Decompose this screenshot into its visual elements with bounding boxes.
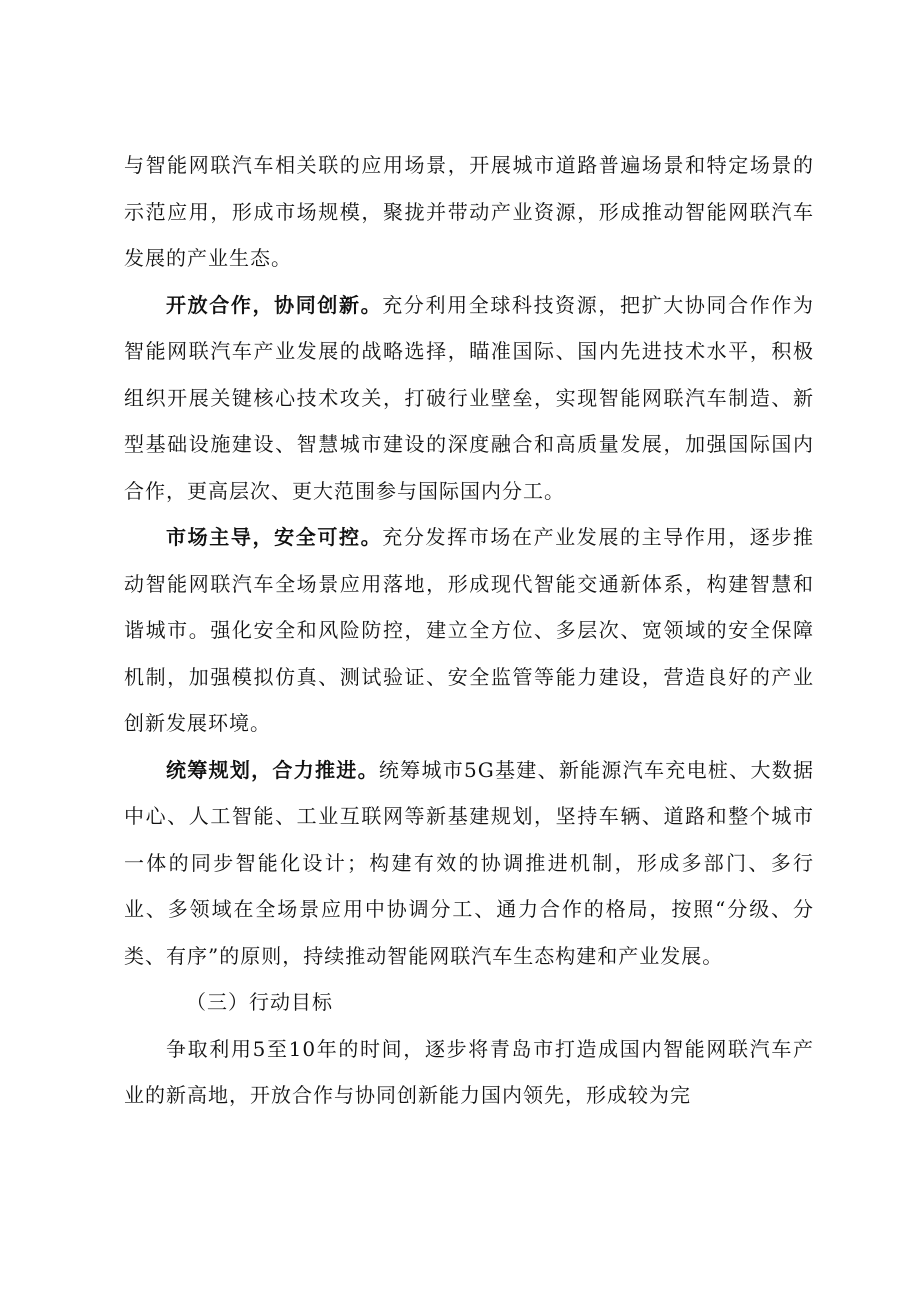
paragraph-open-cooperation-lead: 开放合作，协同创新。 [166, 292, 383, 317]
paragraph-intro [124, 142, 814, 282]
paragraph-overall-planning-lead: 统筹规划，合力推进。 [166, 757, 379, 782]
paragraph-goal [124, 1026, 814, 1119]
paragraph-open-cooperation [124, 282, 814, 515]
paragraph-market-led-lead: 市场主导，安全可控。 [166, 525, 383, 549]
paragraph-market-led [124, 514, 814, 747]
paragraph-overall-planning-text: 统筹城市5G基建、新能源汽车充电桩、大数据中心、人工智能、工业互联网等新基建规划，坚持车辆、道路和整个城市一体的同步智能化设计；构建有效的协调推进机制，形成多部门、多行业、多领域在全场景应用中协调分工、通力合作的格局，按照“分级、分类、有序”的原则，持续推动智能网联汽车生态构建和产业发展。 [124, 757, 815, 968]
document-body [124, 142, 814, 1119]
paragraph-overall-planning [124, 747, 814, 980]
paragraph-goal-text: 争取利用5至10年的时间，逐步将青岛市打造成国内智能网联汽车产业的新高地，开放合作与协同创新能力国内领先，形成较为完 [124, 1036, 814, 1107]
paragraph-market-led-text: 充分发挥市场在产业发展的主导作用，逐步推动智能网联汽车全场景应用落地，形成现代智能交通新体系，构建智慧和谐城市。强化安全和风险防控，建立全方位、多层次、宽领域的安全保障机制，加强模拟仿真、测试验证、安全监管等能力建设，营造良好的产业创新发展环境。 [124, 525, 815, 735]
paragraph-intro-text: 与智能网联汽车相关联的应用场景，开展城市道路普遍场景和特定场景的示范应用，形成市场规模，聚拢并带动产业资源，形成推动智能网联汽车发展的产业生态。 [124, 153, 814, 270]
paragraph-open-cooperation-text: 充分利用全球科技资源，把扩大协同合作作为智能网联汽车产业发展的战略选择，瞄准国际、国内先进技术水平，积极组织开展关键核心技术攻关，打破行业壁垒，实现智能网联汽车制造、新型基础设施建设、智慧城市建设的深度融合和高质量发展，加强国际国内合作，更高层次、更大范围参与国际国内分工。 [124, 292, 815, 503]
section-heading-action-goals: （三）行动目标 [186, 990, 333, 1014]
